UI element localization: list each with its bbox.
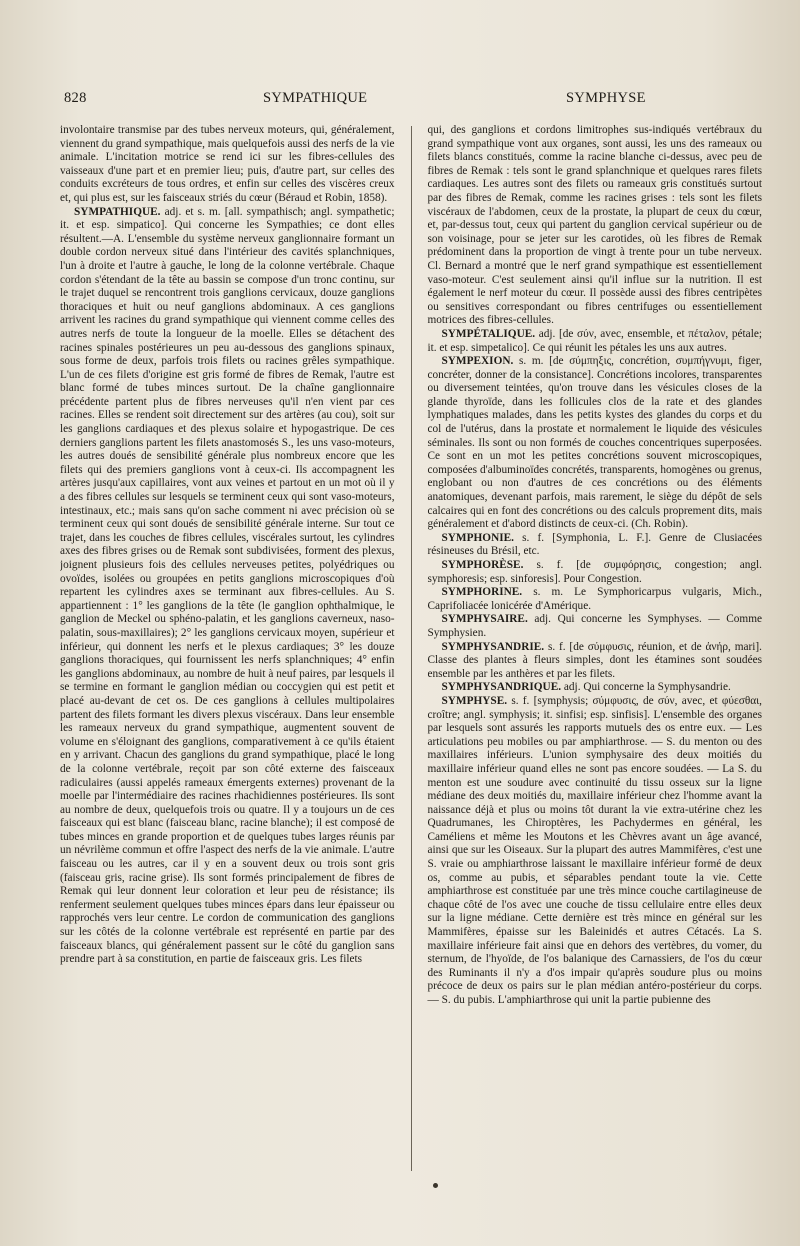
entry-headword: SYMPEXION. [441, 355, 514, 368]
dictionary-entry [427, 641, 762, 682]
entry-headword: SYMPHYSANDRIE. [441, 640, 545, 653]
dictionary-entry [427, 613, 762, 640]
entry-headword: SYMPHYSANDRIQUE. [441, 681, 562, 694]
dictionary-entry [60, 206, 395, 967]
entry-headword: SYMPÉTALIQUE. [441, 327, 536, 340]
entry-text: s. f. [de σύμφυσις, réunion, et de ἀνήρ, mari]. Classe des plantes à fleurs simples, dont les étamines sont soudées ensemble par les anthères et par les filets. [427, 640, 762, 680]
entry-headword: SYMPHYSAIRE. [441, 613, 528, 626]
running-head-right: SYMPHYSE [566, 90, 646, 106]
entry-headword: SYMPHONIE. [441, 531, 514, 544]
running-head-left: SYMPATHIQUE [263, 90, 368, 106]
entry-text: s. m. [de σύμπηξις, concrétion, συμπήγνυμι, figer, concréter, donner de la consistance]. Concrétions incolores, transparentes ou diversement teintées, qu'on trouve dans les vésicules closes de la glande thyroïde, dans les follicules clos de la rate et des glandes lymphatiques malades, dans les petits kystes des glandes du corps et du col de l'utérus, dans la prostate et normalement le liquide des vésicules séminales. Ils sont ou non formés de couches concentriques superposées. Ce sont en un mot les petites concrétions souvent microscopiques, composées d'albuminoïdes concrétés, transparents, homogènes ou grenus, englobant ou non d'autres de ces concrétions ou des éléments anatomiques, devenant parfois, mais rarement, le siège du dépôt de sels calcaires qui en font des concrétions ou des calculs proprement dits, mais généralement et d'abord distincts de ceux-ci. (Ch. Robin). [427, 355, 762, 531]
dictionary-entry [427, 559, 762, 586]
column-divider [411, 126, 412, 1171]
entry-text: adj. Qui concerne les Symphyses. — Comme Symphysien. [427, 613, 762, 639]
dictionary-entry [427, 328, 762, 355]
dictionary-entry [427, 681, 762, 695]
page-number: 828 [64, 90, 87, 106]
entry-headword: SYMPATHIQUE. [74, 205, 161, 218]
text-columns [60, 124, 762, 1204]
dictionary-entry [427, 695, 762, 1008]
entry-continuation [427, 124, 762, 328]
page-header [58, 90, 762, 112]
entry-text: adj. [de σύν, avec, ensemble, et πέταλον, pétale; it. et esp. simpetalico]. Ce qui réunit les pétales les uns aux autres. [427, 327, 762, 354]
entry-text: s. f. [de συμφόρησις, congestion; angl. symphoresis; esp. sinforesis]. Pour Congestion. [427, 559, 762, 585]
entry-headword: SYMPHORÈSE. [441, 559, 524, 571]
entry-text: s. f. [symphysis; σύμφυσις, de σύν, avec, et φύεσθαι, croître; angl. symphysis; it. sinfisi; esp. sinfisis]. L'ensemble des organes par lesquels sont assurés les rapports mutuels des os entre eux. — Les articulations peu mobiles ou par amphiarthrose. — S. du menton ou des maxillaires inférieurs. L'union symphysaire des deux moitiés du maxillaire inférieur quand elles ne sont pas encore soudées. — La S. du menton est une soudure avec continuité du tissu osseux sur la ligne médiane des deux moitiés du, maxillaire inférieur chez l'homme avant la naissance déjà et plus ou moins tôt durant la vie extra-utérine chez les Quadrumanes, les Chiroptères, les Pachydermes en général, les Caméliens et même les Moutons et les Chèvres avant un âge avancé, ainsi que sur les Oiseaux. Sur la plupart des autres Mammifères, c'est une S. vraie ou amphiarthrose laissant le maxillaire inférieur formé de deux os, comme au pubis, et séparables pendant toute la vie. Cette amphiarthrose est constituée par une très mince couche cartilagineuse de chaque côté de l'os avec une couche de tissu cellulaire entre elles deux sur la ligne médiane. Cette dernière est très mince en général sur les Mammifères, épaisse sur les Baleinidés et autres Cétacés. La S. maxillaire inférieure fait ainsi que en dehors des vertèbres, du vomer, du sternum, de l'hyoïde, de l'os balanique des Carnassiers, de l'os du cœur des Ruminants il n'y a d'os impair qu'après soudure plus ou moins précoce de deux os pairs sur le plan médian antéro-postérieur du corps. — S. du pubis. L'amphiarthrose qui unit la partie pubienne des [427, 694, 762, 1006]
dictionary-entry [427, 532, 762, 559]
entry-continuation [60, 124, 395, 206]
entry-headword: SYMPHORINE. [441, 586, 523, 599]
dictionary-entry [427, 586, 762, 613]
left-column [60, 124, 395, 1204]
entry-text: adj. Qui concerne la Symphysandrie. [563, 681, 731, 694]
entry-headword: SYMPHYSE. [441, 694, 508, 707]
entry-text: s. f. [Symphonia, L. F.]. Genre de Clusiacées résineuses du Brésil, etc. [427, 531, 762, 558]
entry-text: adj. et s. m. [all. sympathisch; angl. sympathetic; it. et esp. simpatico]. Qui concerne les Sympathies; ce dont elles résultent.—A. L'ensemble du système nerveux ganglionnaire formant un double cordon nerveux situé dans l'intérieur des cavités splanchniques, l'un à droite et l'autre à gauche, le long de la colonne vertébrale. Chaque cordon s'étendant de la tête au bassin se compose d'un tronc continu, sur le trajet duquel se rencontrent trois ganglions cervicaux, douze ganglions thoraciques et huit ou neuf ganglions abdominaux. A ces ganglions arrivent les racines du grand sympathique qui viennent comme celles des autres nerfs de toute la longueur de la moelle. Elles se détachent des racines spinales postérieures un peu au-dessous des ganglions spinaux, sous forme de deux, parfois trois filets ou racines grêles sympathique. L'un de ces filets d'origine est gris formé de fibres de Remak, l'autre est blanc formé de tubes minces surtout. De la chaîne ganglionnaire précédente partent plus de fibres nerveuses qu'il n'en vient par ces racines. Elles se rendent soit directement sur des artères (au cou), soit sur les ganglions cardiaques et des plexus solaire et hypogastrique. De ces derniers ganglions partent les filets anastomosés S., les uns vaso-moteurs, les autres doués de sensibilité générale plus nombreux encore que les filets qui des premiers ganglions vont à ceux-ci. Ils accompagnent les artères jusqu'aux capillaires, vont aux veines et partout en un mot où il y a des fibres cellules sur lesquels se terminent ceux qui sont vaso-moteurs, intestinaux, etc.; mais sans qu'on sache comment ni avec précision où se terminent ceux qui sont doués de sensibilité générale interne. Sur tout ce trajet, dans les couches de fibres cellules, viscérales surtout, les cylindres axes des fibres grises ou de Remak sont subdivisées, forment des plexus, joignent plusieurs fois des cellules nerveuses petites, polyédriques ou ovoïdes, isolées ou groupées en petits ganglions microscopiques d'où repartent les cylindres axes se terminant aux fibres-cellules. Au S. appartiennent : 1° les ganglions de la tête (le ganglion ophthalmique, le ganglion de Meckel ou sphéno-palatin, et les ganglions caverneux, naso-palatin, sous-maxillaires); 2° les ganglions cervicaux moyen, supérieur et inférieur, qui donnent les nerfs et le plexus cardiaques; 3° les douze ganglions thoraciques, qui fournissent les nerfs splanchniques; 4° enfin les ganglions abdominaux, au nombre de huit à neuf paires, par lesquels il se termine en formant le ganglion médian ou coccygien qui est petit et placé au-devant de cet os. De ces ganglions à cellules multipolaires partent des filets formant les divers plexus viscéraux. Dans leur ensemble les rameaux nerveux du grand sympathique, augmentent souvent de volume en s'éloignant des ganglions, comparativement à ce qu'ils étaient en y arrivant. Chacun des ganglions du grand sympathique, placé le long de la colonne vertébrale, reçoit par son côté externe des faisceaux radiculaires (aussi appelés rameaux émergents externes) provenant de la moelle par l'intermédiaire des racines rhachidiennes postérieures. Ils sont au nombre de deux, quelquefois trois ou quatre. Il y a toujours un de ces faisceaux qui est blanc (faisceau blanc, racine blanche); il est composé de tubes minces en grande proportion et de quelques tubes larges réunis par un névrilème commun et offre l'aspect des nerfs de la vie animale. L'autre faisceau ou les autres, car il y en a souvent deux ou trois sont gris (faisceau gris, racine grise). Ils sont formés principalement de fibres de Remak qui leur donnent leur coloration et leur peu de résistance; ils renferment seulement quelques tubes minces épars dans leur épaisseur ou rapprochés vers leur centre. Le cordon de communication des ganglions sur les côtés de la colonne vertébrale est représenté en partie par des faisceaux blancs, qui généralement passent sur le côté du ganglion sans prendre part à sa constitution, en partie de faisceaux gris. Les filets [60, 205, 395, 966]
entry-text: involontaire transmise par des tubes nerveux moteurs, qui, généralement, viennent du grand sympathique, mais quelquefois aussi des nerfs de la vie animale. L'incitation motrice se rend ici sur les fibres-cellules des vaisseaux d'une part et en premier lieu; puis, d'autre part, sur celles des conduits excréteurs de tous ordres, et enfin sur celles des viscères creux et, qui plus est, sur les faisceaux striés du cœur (Béraud et Robin, 1858). [60, 124, 395, 204]
right-column [427, 124, 762, 1204]
dictionary-entry [427, 355, 762, 532]
entry-text: qui, des ganglions et cordons limitrophes sus-indiqués vertébraux du grand sympathique vont aux organes, sont aussi, les uns des rameaux ou filets blancs constitués, comme la racine blanche ci-dessus, avec peu de fibres de Remak : tels sont le grand splanchnique et quelques rares filets cardiaques. Les autres sont des filets ou rameaux gris constitués surtout par des fibres de Remak, comme les racines grises : tels sont les filets viscéraux de l'abdomen, ceux de la prostate, la plupart de ceux du cœur, et, par-dessus tout, ceux qui partent du ganglion cervical supérieur ou de son voisinage, pour se jeter sur les carotides, où les fibres de Remak prédominent dans la proportion de vingt à trente pour un tube nerveux. Cl. Bernard a montré que le nerf grand sympathique est essentiellement vaso-moteur. C'est seulement ainsi qu'il influe sur la nutrition. Il est également le nerf moteur du cœur. Il possède aussi des fibres centripètes ou sensitives correspondant ou fibres centrifuges ou essentiellement motrices des fibres-cellules. [427, 124, 762, 327]
printer-mark [433, 1183, 438, 1188]
entry-text: s. m. Le Symphoricarpus vulgaris, Mich., Caprifoliacée lonicérée d'Amérique. [427, 586, 762, 612]
